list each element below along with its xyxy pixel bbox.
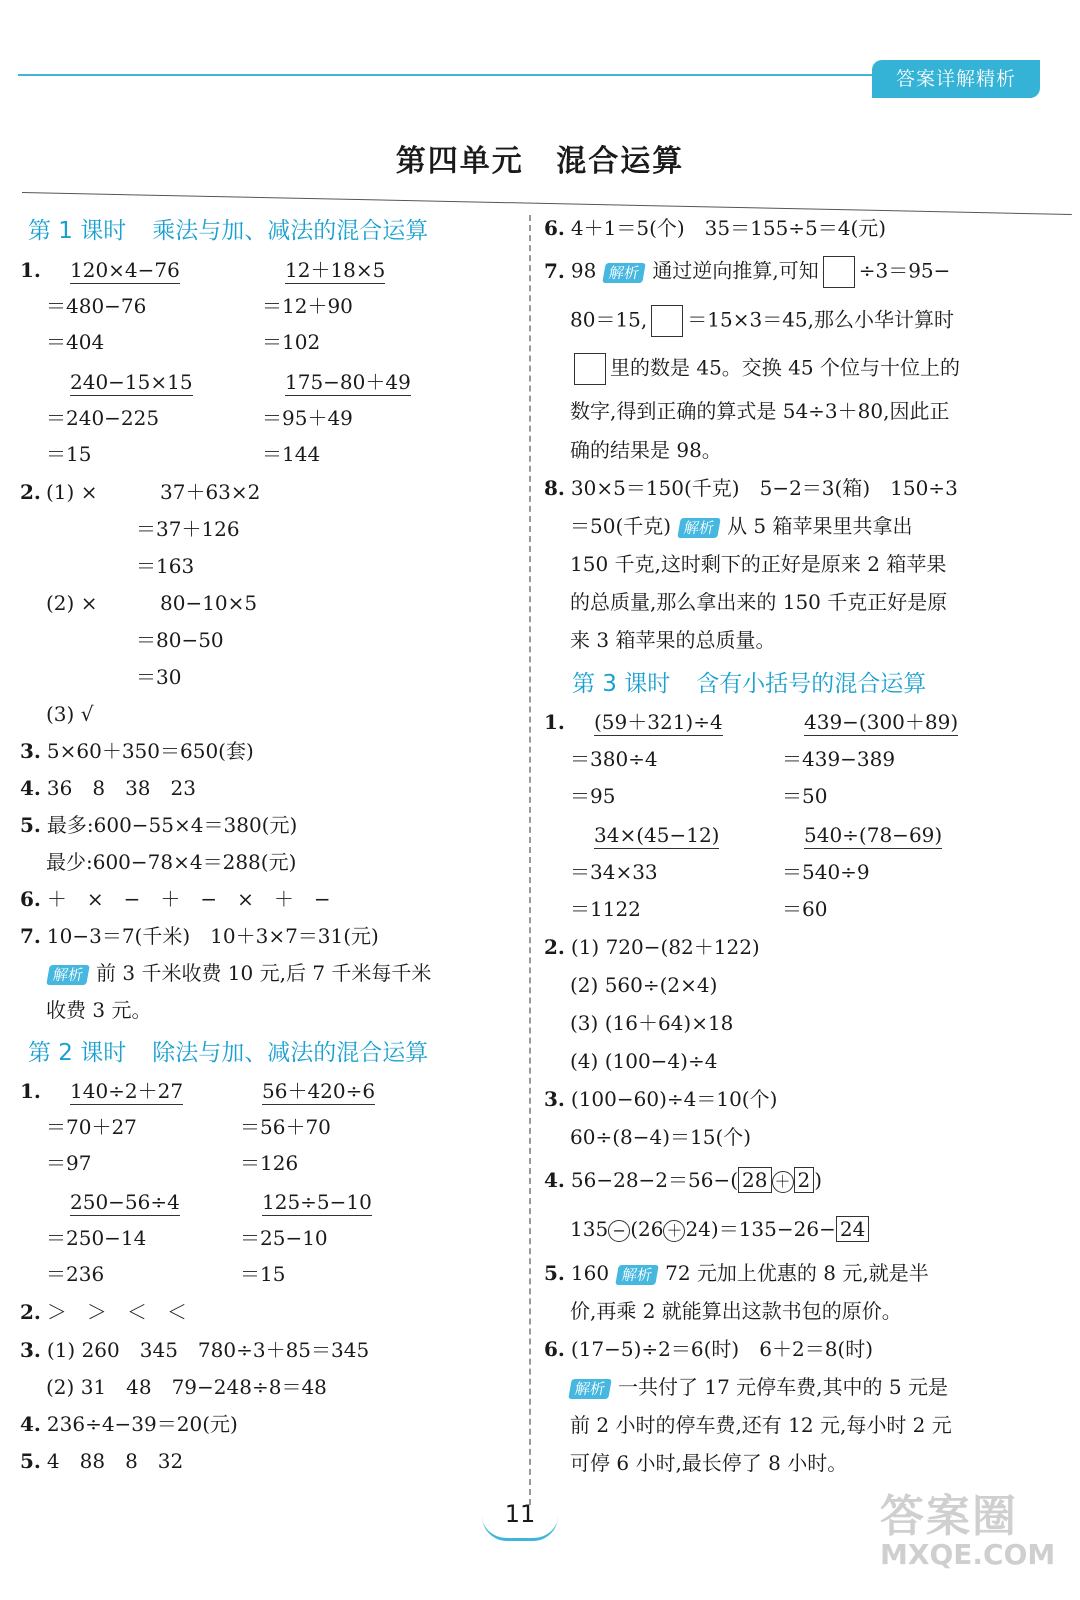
section-label: 第 3 课时	[572, 671, 671, 697]
step: ＝95＋49	[262, 406, 353, 430]
expression: 240−15×15	[70, 370, 193, 394]
step: ＝380÷4	[570, 747, 658, 771]
watermark-logo	[880, 1480, 1060, 1590]
step: ＝102	[262, 330, 321, 354]
answer-box: 28	[738, 1167, 771, 1193]
analysis-badge: 解析	[603, 263, 647, 283]
circled-operator: −	[608, 1220, 630, 1242]
answer-line: 数字,得到正确的算式是 54÷3＋80,因此正	[570, 399, 950, 423]
section-label: 第 2 课时	[28, 1040, 127, 1066]
step: ＝30	[136, 665, 182, 689]
section-heading-2	[28, 1034, 454, 1067]
step: ＝97	[46, 1151, 92, 1175]
answer-number: 2.	[20, 480, 41, 504]
answer-line: 6. (17−5)÷2＝6(时) 6＋2＝8(时)	[544, 1337, 874, 1361]
answer-line: 3. 5×60＋350＝650(套)	[20, 739, 254, 763]
page-number: 11	[504, 1500, 536, 1528]
step: ＝540÷9	[782, 860, 870, 884]
analysis-line: 可停 6 小时,最长停了 8 小时。	[570, 1451, 848, 1475]
answer-line: (2) 31 48 79−248÷8＝48	[46, 1375, 327, 1399]
expression: 175−80＋49	[285, 370, 411, 394]
answer-line: 价,再乘 2 就能算出这款书包的原价。	[570, 1299, 902, 1323]
watermark-url: MXQE.COM	[880, 1538, 1056, 1571]
analysis-line: 收费 3 元。	[46, 998, 152, 1022]
step: ＝25−10	[240, 1226, 328, 1250]
answer-box: 24	[836, 1216, 869, 1242]
header-rule	[18, 74, 878, 76]
answer-line: 3. (100−60)÷4＝10(个)	[544, 1087, 778, 1111]
unit-title-name: 混合运算	[556, 144, 685, 179]
answer-line: 135 − (26 ＋ 24)＝135−26− 24	[570, 1215, 869, 1243]
step: ＝60	[782, 897, 828, 921]
expression: 439−(300＋89)	[804, 710, 959, 734]
answer-line: 150 千克,这时剩下的正好是原来 2 箱苹果	[570, 552, 947, 576]
step: ＝126	[240, 1151, 299, 1175]
judgement: (3) √	[46, 702, 94, 726]
expression: 250−56÷4	[70, 1190, 180, 1214]
analysis-line: 解析 前 3 千米收费 10 元,后 7 千米每千米	[40, 959, 431, 987]
answer-line: (2) 560÷(2×4)	[570, 973, 718, 997]
circled-operator: ＋	[772, 1171, 794, 1193]
answer-line: 8. 30×5＝150(千克) 5−2＝3(箱) 150÷3	[544, 476, 958, 500]
answer-line: 最少:600−78×4＝288(元)	[46, 850, 297, 874]
answer-line: (3) (16＋64)×18	[570, 1011, 734, 1035]
answer-number: 1.	[544, 710, 565, 734]
judgement: (1) ×	[46, 480, 98, 504]
expression: 34×(45−12)	[594, 823, 720, 847]
answer-line: 来 3 箱苹果的总质量。	[570, 628, 776, 652]
answer-line: (4) (100−4)÷4	[570, 1049, 718, 1073]
expression: 80−10×5	[160, 591, 258, 615]
answer-box: 2	[794, 1167, 815, 1193]
expression: 56＋420÷6	[262, 1079, 376, 1103]
answer-line: 7. 98 解析 通过逆向推算,可知 ÷3＝95−	[544, 256, 950, 288]
answer-line: 2. ＞ ＞ ＜ ＜	[20, 1300, 187, 1324]
answer-line: 6. ＋ × − ＋ − × ＋ −	[20, 887, 331, 911]
step: ＝240−225	[46, 406, 160, 430]
step: ＝80−50	[136, 628, 224, 652]
analysis-line: 前 2 小时的停车费,还有 12 元,每小时 2 元	[570, 1413, 952, 1437]
step: ＝404	[46, 330, 105, 354]
step: ＝12＋90	[262, 294, 353, 318]
answer-number: 1.	[20, 258, 41, 282]
section-heading-1	[28, 212, 454, 245]
analysis-line: 解析 一共付了 17 元停车费,其中的 5 元是	[562, 1373, 948, 1401]
step: ＝37＋126	[136, 517, 240, 541]
page-number-arc	[482, 1516, 558, 1541]
blank-box	[651, 305, 683, 337]
section-name: 含有小括号的混合运算	[696, 671, 927, 697]
expression: 140÷2＋27	[70, 1079, 184, 1103]
unit-title	[0, 136, 1080, 180]
step: ＝56＋70	[240, 1115, 331, 1139]
blank-box	[823, 256, 855, 288]
column-divider	[529, 215, 531, 1505]
expression: 125÷5−10	[262, 1190, 372, 1214]
answer-line: 5. 4 88 8 32	[20, 1449, 184, 1473]
circled-operator: ＋	[663, 1220, 685, 1242]
step: ＝34×33	[570, 860, 658, 884]
expression: 12＋18×5	[285, 258, 386, 282]
step: ＝250−14	[46, 1226, 147, 1250]
section-label: 第 1 课时	[28, 218, 127, 244]
expression: (59＋321)÷4	[594, 710, 723, 734]
answer-line: 6. 4＋1＝5(个) 35＝155÷5＝4(元)	[544, 216, 887, 240]
step: ＝50	[782, 784, 828, 808]
analysis-badge: 解析	[677, 518, 721, 538]
step: ＝236	[46, 1262, 105, 1286]
analysis-badge: 解析	[568, 1379, 612, 1399]
expression: 120×4−76	[70, 258, 180, 282]
step: ＝439−389	[782, 747, 896, 771]
analysis-badge: 解析	[615, 1265, 659, 1285]
analysis-badge: 解析	[46, 965, 90, 985]
step: ＝144	[262, 442, 321, 466]
step: ＝163	[136, 554, 195, 578]
answer-line: 5. 最多:600−55×4＝380(元)	[20, 813, 298, 837]
step: ＝95	[570, 784, 616, 808]
answer-line: 60÷(8−4)＝15(个)	[570, 1125, 752, 1149]
expression: 540÷(78−69)	[804, 823, 943, 847]
section-heading-3	[572, 665, 952, 698]
step: ＝480−76	[46, 294, 147, 318]
expression: 37＋63×2	[160, 480, 261, 504]
answer-line: ＝50(千克) 解析 从 5 箱苹果里共拿出	[570, 514, 913, 538]
answer-line: 80＝15, ＝15×3＝45,那么小华计算时	[570, 305, 954, 337]
section-name: 除法与加、减法的混合运算	[152, 1040, 429, 1066]
section-name: 乘法与加、减法的混合运算	[152, 218, 429, 244]
answer-line: 4. 36 8 38 23	[20, 776, 196, 800]
answer-number: 1.	[20, 1079, 41, 1103]
judgement: (2) ×	[46, 591, 98, 615]
step: ＝1122	[570, 897, 641, 921]
watermark-text: 答案圈	[880, 1491, 1018, 1542]
answer-line: 确的结果是 98。	[570, 438, 722, 462]
answer-line: 5. 160 解析 72 元加上优惠的 8 元,就是半	[544, 1261, 929, 1285]
step: ＝70＋27	[46, 1115, 137, 1139]
answer-line: 的总质量,那么拿出来的 150 千克正好是原	[570, 590, 948, 614]
unit-title-number: 第四单元	[395, 144, 524, 179]
step: ＝15	[240, 1262, 286, 1286]
header-tag: 答案详解精析	[872, 60, 1040, 98]
answer-line: 2. (1) 720−(82＋122)	[544, 935, 760, 959]
answer-line: 3. (1) 260 345 780÷3＋85＝345	[20, 1338, 370, 1362]
step: ＝15	[46, 442, 92, 466]
answer-line: 里的数是 45。交换 45 个位与十位上的	[570, 353, 960, 385]
blank-box	[574, 353, 606, 385]
answer-line: 7. 10−3＝7(千米) 10＋3×7＝31(元)	[20, 924, 379, 948]
answer-line: 4. 236÷4−39＝20(元)	[20, 1412, 238, 1436]
answer-line: 4. 56−28−2＝56−( 28 ＋ 2 )	[544, 1168, 823, 1192]
